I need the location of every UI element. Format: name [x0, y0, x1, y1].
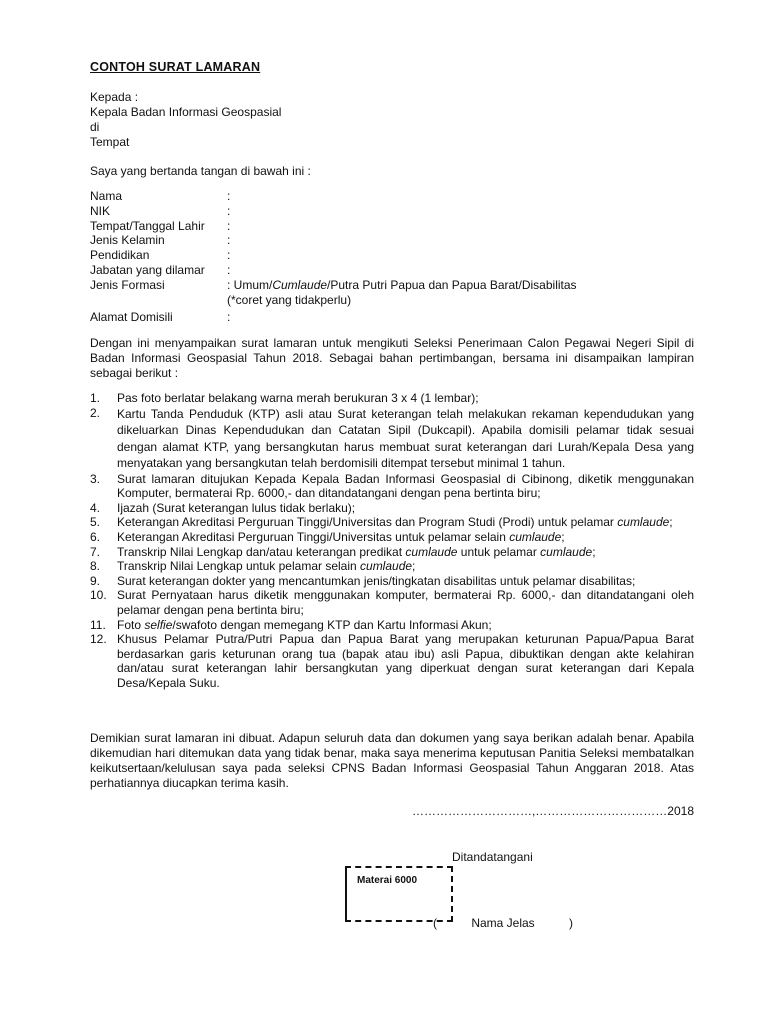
- item-number: 6.: [90, 529, 101, 544]
- item-number: 12.: [90, 632, 107, 647]
- paren-open: (: [433, 916, 437, 930]
- field-row: [90, 263, 577, 278]
- item-number: 3.: [90, 471, 101, 486]
- list-item: [90, 472, 694, 501]
- item-number: 5.: [90, 515, 101, 530]
- field-value: :: [227, 218, 231, 233]
- field-row: [90, 219, 577, 234]
- paragraph-intro: Dengan ini menyampaikan surat lamaran untuk mengikuti Seleksi Penerimaan Calon Pegawai Negeri Sipil di Badan Informasi Geospasial Tahun 2018. Sebagai bahan pertimbangan, bersama ini disampaikan lampiran sebagai berikut :: [90, 336, 694, 380]
- item-number: 11.: [90, 617, 106, 632]
- list-item: [90, 545, 694, 560]
- recipient-block: [90, 90, 281, 150]
- field-value: : Umum/Cumlaude/Putra Putri Papua dan Papua Barat/Disabilitas: [227, 277, 577, 292]
- field-label: [90, 293, 227, 308]
- name-label: Nama Jelas: [471, 916, 535, 930]
- field-value: (*coret yang tidakperlu): [227, 292, 352, 307]
- item-text: Keterangan Akreditasi Perguruan Tinggi/Universitas untuk pelamar selain cumlaude;: [117, 529, 565, 544]
- list-item: [90, 515, 694, 530]
- field-label: Pendidikan: [90, 248, 150, 263]
- date-line: …………………………,……………………………2018: [411, 804, 694, 818]
- field-label: NIK: [90, 203, 111, 218]
- stamp-label: Materai 6000: [357, 875, 418, 886]
- signed-label: Ditandatangani: [452, 850, 533, 864]
- recipient-line: Kepala Badan Informasi Geospasial: [90, 105, 282, 119]
- paragraph-closing: Demikian surat lamaran ini dibuat. Adapun seluruh data dan dokumen yang saya berikan adalah benar. Apabila dikemudian hari ditemukan data yang tidak benar, maka saya menerima keputusan Panitia Seleksi membatalkan keikutsertaan/kelulusan saya pada seleksi CPNS Badan Informasi Geospasial Tahun Anggaran 2018. Atas perhatiannya diucapkan terima kasih.: [90, 731, 694, 790]
- item-number: 7.: [90, 544, 101, 559]
- list-item: [90, 501, 694, 516]
- list-item: [90, 391, 694, 406]
- field-label: Jenis Formasi: [90, 277, 165, 292]
- item-number: 1.: [90, 391, 101, 405]
- item-text: Keterangan Akreditasi Perguruan Tinggi/Universitas dan Program Studi (Prodi) untuk pelamar cumlaude;: [117, 515, 673, 530]
- field-label: Alamat Domisili: [90, 310, 173, 325]
- list-item: [90, 618, 694, 633]
- item-text: Kartu Tanda Penduduk (KTP) asli atau Surat keterangan telah melakukan rekaman kependudukan yang dikeluarkan Dinas Kependudukan dan Catatan Sipil (Dukcapil). Apabila domisili pelamar tidak sesuai dengan alamat KTP, yang bersangkutan harus membuat surat keterangan dari Lurah/Kepala Desa yang menyatakan yang bersangkutan telah berdomisili ditempat tersebut minimal 1 tahun.: [117, 406, 694, 471]
- recipient-line: Tempat: [90, 135, 130, 149]
- field-label: Jenis Kelamin: [90, 233, 165, 248]
- item-text: Surat Pernyataan harus diketik menggunakan komputer, bermaterai Rp. 6000,- dan ditandatangani oleh pelamar dengan pena bertinta biru;: [117, 588, 694, 617]
- field-row: [90, 293, 577, 308]
- item-number: 9.: [90, 573, 101, 588]
- item-number: 2.: [90, 405, 101, 420]
- list-item: [90, 530, 694, 545]
- item-number: 10.: [90, 588, 107, 603]
- field-label: Nama: [90, 189, 123, 203]
- recipient-line: Kepada :: [90, 90, 139, 104]
- list-item: [90, 588, 694, 617]
- item-text: Transkrip Nilai Lengkap untuk pelamar selain cumlaude;: [117, 559, 416, 574]
- paren-close: ): [568, 916, 573, 930]
- intro-text: Saya yang bertanda tangan di bawah ini :: [90, 164, 311, 178]
- list-item: [90, 574, 694, 589]
- attachment-list: [90, 391, 694, 691]
- field-value: :: [227, 262, 231, 277]
- field-row: [90, 204, 577, 219]
- identity-fields: [90, 189, 577, 325]
- list-item: [90, 632, 694, 690]
- recipient-line: di: [90, 120, 100, 134]
- list-item: [90, 559, 694, 574]
- item-text: Transkrip Nilai Lengkap dan/atau keterangan predikat cumlaude untuk pelamar cumlaude;: [117, 544, 596, 559]
- stamp-box: [345, 866, 453, 922]
- item-text: Foto selfie/swafoto dengan memegang KTP dan Kartu Informasi Akun;: [117, 617, 492, 632]
- field-label: Jabatan yang dilamar: [90, 262, 205, 277]
- field-row: [90, 248, 577, 263]
- item-text: Surat lamaran ditujukan Kepada Kepala Badan Informasi Geospasial di Cibinong, diketik menggunakan Komputer, bermaterai Rp. 6000,- dan ditandatangani dengan pena bertinta biru;: [117, 471, 694, 501]
- item-text: Khusus Pelamar Putra/Putri Papua dan Papua Barat yang merupakan keturunan Papua/Papua Barat berdasarkan garis keturunan orang tua (bapak atau ibu) asli Papua, dibuktikan dengan akte kelahiran dan/atau surat keterangan lahir bersangkutan yang diperkuat dengan surat keterangan dari Kepala Desa/Kepala Suku.: [117, 632, 694, 690]
- item-text: Ijazah (Surat keterangan lulus tidak berlaku);: [117, 500, 356, 515]
- item-text: Pas foto berlatar belakang warna merah berukuran 3 x 4 (1 lembar);: [117, 391, 479, 405]
- field-value: :: [227, 310, 231, 325]
- item-number: 4.: [90, 500, 101, 515]
- field-value: :: [227, 248, 231, 263]
- field-row: [90, 233, 577, 248]
- item-text: Surat keterangan dokter yang mencantumkan jenis/tingkatan disabilitas untuk pelamar disabilitas;: [117, 573, 636, 588]
- field-row: [90, 278, 577, 293]
- field-value: :: [227, 189, 231, 203]
- field-value: :: [227, 233, 231, 248]
- list-item: [90, 406, 694, 472]
- signature-name: [433, 916, 573, 930]
- field-value: :: [227, 203, 231, 218]
- field-label: Tempat/Tanggal Lahir: [90, 218, 205, 233]
- item-number: 8.: [90, 559, 101, 574]
- page-title: CONTOH SURAT LAMARAN: [90, 60, 261, 74]
- field-row: [90, 310, 577, 325]
- field-row: [90, 189, 577, 204]
